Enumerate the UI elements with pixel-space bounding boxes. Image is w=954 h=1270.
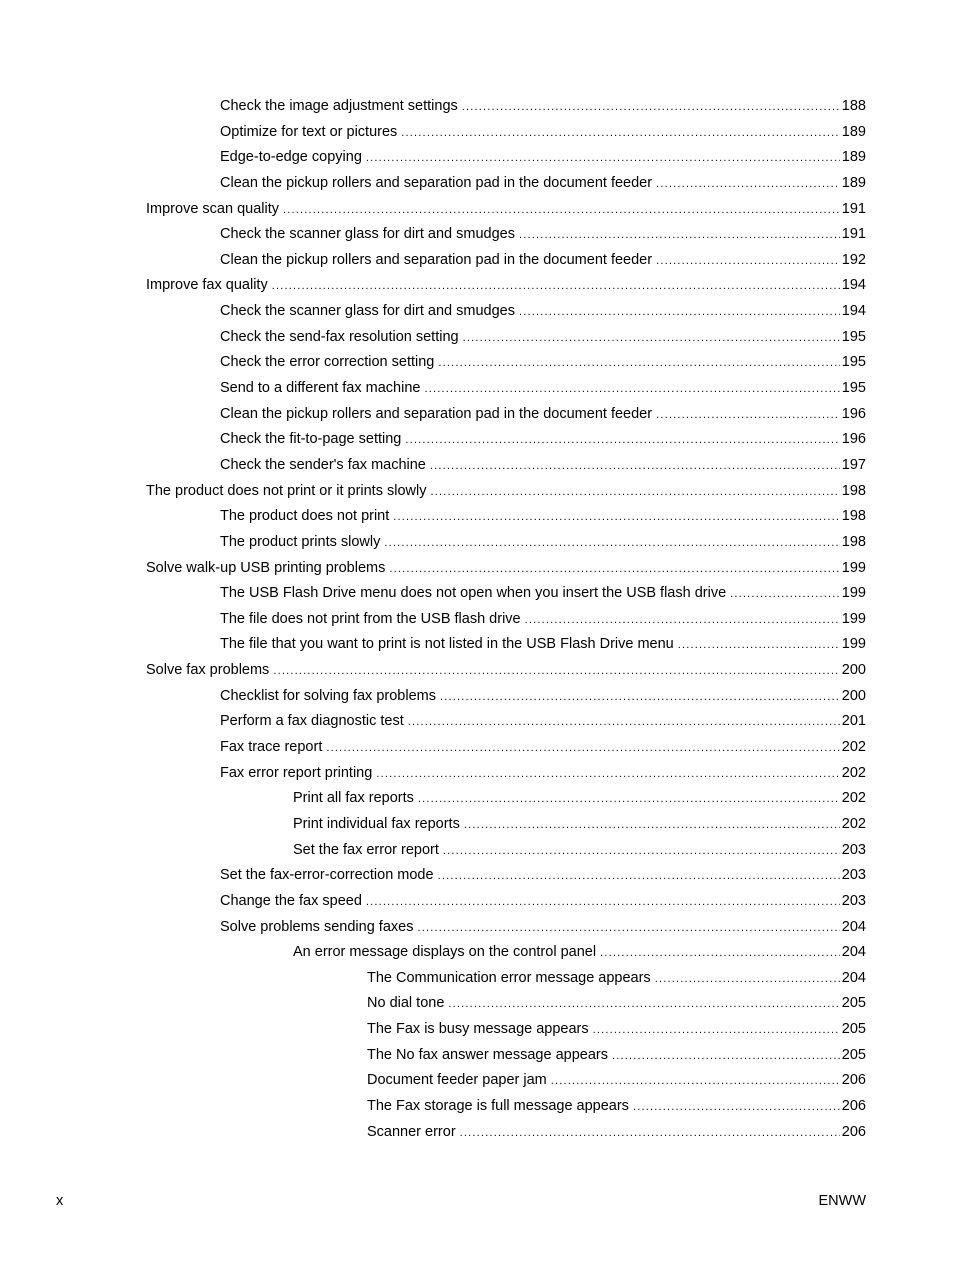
toc-entry-title[interactable]: An error message displays on the control panel — [293, 944, 597, 961]
dot-leader — [440, 685, 840, 711]
toc-entry-page: 206 — [841, 1123, 866, 1140]
toc-entry[interactable] — [0, 940, 954, 966]
dot-leader — [424, 377, 839, 403]
toc-entry-page: 206 — [841, 1072, 866, 1089]
toc-entry-title[interactable]: Solve fax problems — [146, 662, 270, 679]
toc-entry-page: 202 — [841, 739, 866, 756]
dot-leader — [460, 1121, 840, 1147]
toc-entry-page: 195 — [841, 380, 866, 397]
toc-entry[interactable] — [0, 427, 954, 453]
toc-entry-page: 199 — [841, 636, 866, 653]
dot-leader — [430, 480, 839, 506]
toc-entry-page: 200 — [841, 662, 866, 679]
toc-entry-title[interactable]: The file that you want to print is not listed in the USB Flash Drive menu — [220, 636, 674, 653]
toc-entry[interactable] — [0, 556, 954, 582]
toc-entry-title[interactable]: Fax error report printing — [220, 764, 373, 781]
toc-entry[interactable] — [0, 402, 954, 428]
toc-entry[interactable] — [0, 1043, 954, 1069]
dot-leader — [656, 172, 840, 198]
dot-leader — [405, 428, 839, 454]
dot-leader — [326, 736, 839, 762]
toc-entry-page: 199 — [841, 610, 866, 627]
toc-entry-title[interactable]: The USB Flash Drive menu does not open when you insert the USB flash drive — [220, 585, 727, 602]
toc-entry[interactable] — [0, 504, 954, 530]
toc-entry[interactable] — [0, 1094, 954, 1120]
toc-entry[interactable] — [0, 658, 954, 684]
toc-entry-page: 206 — [841, 1097, 866, 1114]
toc-entry-page: 203 — [841, 841, 866, 858]
toc-entry-title[interactable]: Check the send-fax resolution setting — [220, 328, 459, 345]
dot-leader — [389, 557, 839, 583]
toc-entry-page: 197 — [841, 456, 866, 473]
toc-entry-title[interactable]: Improve scan quality — [146, 200, 279, 217]
toc-entry-title[interactable]: The file does not print from the USB flash drive — [220, 610, 521, 627]
toc-entry-title[interactable]: The Communication error message appears — [367, 969, 651, 986]
toc-entry[interactable] — [0, 1120, 954, 1146]
toc-entry-page: 198 — [841, 482, 866, 499]
toc-entry-page: 199 — [841, 585, 866, 602]
toc-entry-title[interactable]: Print individual fax reports — [293, 815, 460, 832]
toc-entry-page: 204 — [841, 969, 866, 986]
dot-leader — [656, 249, 840, 275]
toc-entry-title[interactable]: The product does not print or it prints slowly — [146, 482, 427, 499]
toc-entry-page: 195 — [841, 328, 866, 345]
toc-entry[interactable] — [0, 376, 954, 402]
toc-entry[interactable] — [0, 812, 954, 838]
toc-entry[interactable] — [0, 1068, 954, 1094]
toc-entry-page: 189 — [841, 149, 866, 166]
toc-entry-title[interactable]: Check the scanner glass for dirt and smudges — [220, 226, 515, 243]
dot-leader — [401, 121, 840, 147]
toc-entry-title[interactable]: Scanner error — [367, 1123, 456, 1140]
dot-leader — [272, 274, 840, 300]
toc-entry[interactable] — [0, 889, 954, 915]
toc-entry-title[interactable]: Clean the pickup rollers and separation pad in the document feeder — [220, 251, 653, 268]
toc-entry[interactable] — [0, 632, 954, 658]
toc-entry-page: 188 — [841, 98, 866, 114]
toc-entry-page: 204 — [841, 918, 866, 935]
toc-entry-page: 194 — [841, 277, 866, 294]
dot-leader — [417, 916, 839, 942]
dot-leader — [366, 890, 840, 916]
toc-entry-page: 203 — [841, 867, 866, 884]
dot-leader — [418, 787, 840, 813]
toc-entry-title[interactable]: Improve fax quality — [146, 277, 268, 294]
dot-leader — [448, 992, 839, 1018]
toc-entry-title[interactable]: Send to a different fax machine — [220, 380, 421, 397]
dot-leader — [519, 223, 840, 249]
toc-entry-page: 199 — [841, 559, 866, 576]
dot-leader — [551, 1069, 840, 1095]
dot-leader — [730, 582, 840, 608]
toc-entry-title[interactable]: Solve walk-up USB printing problems — [146, 559, 386, 576]
toc-entry[interactable] — [0, 350, 954, 376]
toc-entry-title[interactable]: No dial tone — [367, 995, 445, 1012]
toc-entry-title[interactable]: Clean the pickup rollers and separation pad in the document feeder — [220, 405, 653, 422]
dot-leader — [462, 95, 840, 121]
toc-entry-title[interactable]: Check the fit-to-page setting — [220, 431, 402, 448]
toc-entry[interactable] — [0, 197, 954, 223]
dot-leader — [393, 505, 840, 531]
toc-entry-page: 196 — [841, 431, 866, 448]
toc-entry-page: 203 — [841, 892, 866, 909]
footer-page-number: x — [56, 1193, 64, 1209]
toc-entry-page: 189 — [841, 174, 866, 191]
toc-entry[interactable] — [0, 248, 954, 274]
toc-entry-title[interactable]: Set the fax-error-correction mode — [220, 867, 434, 884]
toc-entry-page: 189 — [841, 123, 866, 140]
toc-entry-page: 192 — [841, 251, 866, 268]
dot-leader — [678, 633, 840, 659]
toc-entry[interactable] — [0, 761, 954, 787]
dot-leader — [633, 1095, 840, 1121]
toc-entry-title[interactable]: Check the scanner glass for dirt and smudges — [220, 303, 515, 320]
toc-entry[interactable] — [0, 273, 954, 299]
toc-entry[interactable] — [0, 325, 954, 351]
dot-leader — [438, 351, 839, 377]
toc-entry[interactable] — [0, 991, 954, 1017]
toc-entry-page: 205 — [841, 995, 866, 1012]
toc-entry-page: 198 — [841, 508, 866, 525]
dot-leader — [612, 1044, 840, 1070]
dot-leader — [283, 198, 840, 224]
toc-entry-title[interactable]: Clean the pickup rollers and separation pad in the document feeder — [220, 174, 653, 191]
dot-leader — [593, 1018, 840, 1044]
dot-leader — [656, 403, 840, 429]
dot-leader — [438, 864, 840, 890]
toc-entry[interactable] — [0, 453, 954, 479]
toc-entry[interactable] — [0, 171, 954, 197]
toc-entry-page: 205 — [841, 1046, 866, 1063]
toc-entry-page: 196 — [841, 405, 866, 422]
toc-entry-page: 191 — [841, 200, 866, 217]
toc-entry-page: 202 — [841, 764, 866, 781]
toc-entry-title[interactable]: Edge-to-edge copying — [220, 149, 362, 166]
toc-entry-title[interactable]: The No fax answer message appears — [367, 1046, 608, 1063]
toc-entry-title[interactable]: Change the fax speed — [220, 892, 362, 909]
toc-entry[interactable] — [0, 684, 954, 710]
toc-entry[interactable] — [0, 838, 954, 864]
toc-entry-title[interactable]: Print all fax reports — [293, 790, 414, 807]
toc-entry-title[interactable]: Set the fax error report — [293, 841, 439, 858]
toc-entry-title[interactable]: Check the sender's fax machine — [220, 456, 426, 473]
footer-doc-code: ENWW — [818, 1193, 866, 1209]
dot-leader — [464, 813, 840, 839]
toc-entry-title[interactable]: Check the error correction setting — [220, 354, 435, 371]
toc-entry[interactable] — [0, 735, 954, 761]
dot-leader — [519, 300, 840, 326]
dot-leader — [384, 531, 839, 557]
toc-entry-title[interactable]: The product prints slowly — [220, 533, 381, 550]
toc-entry[interactable] — [0, 915, 954, 941]
table-of-contents — [0, 94, 954, 1145]
toc-entry-title[interactable]: Optimize for text or pictures — [220, 123, 398, 140]
toc-entry-title[interactable]: The Fax is busy message appears — [367, 1021, 589, 1038]
toc-entry[interactable] — [0, 581, 954, 607]
dot-leader — [655, 967, 840, 993]
toc-entry-title[interactable]: Fax trace report — [220, 739, 323, 756]
toc-entry[interactable] — [0, 607, 954, 633]
toc-entry-title[interactable]: Check the image adjustment settings — [220, 98, 458, 114]
toc-entry[interactable] — [0, 120, 954, 146]
toc-entry-page: 191 — [841, 226, 866, 243]
toc-entry[interactable] — [0, 530, 954, 556]
toc-entry-page: 202 — [841, 790, 866, 807]
toc-entry[interactable] — [0, 966, 954, 992]
toc-entry-title[interactable]: Checklist for solving fax problems — [220, 687, 436, 704]
toc-entry-title[interactable]: Document feeder paper jam — [367, 1072, 547, 1089]
dot-leader — [463, 326, 840, 352]
dot-leader — [443, 839, 840, 865]
toc-entry[interactable] — [0, 479, 954, 505]
toc-entry-title[interactable]: The product does not print — [220, 508, 390, 525]
dot-leader — [600, 941, 840, 967]
toc-entry[interactable] — [0, 94, 954, 120]
dot-leader — [376, 762, 839, 788]
dot-leader — [525, 608, 840, 634]
toc-entry-page: 195 — [841, 354, 866, 371]
dot-leader — [366, 146, 840, 172]
toc-entry[interactable] — [0, 299, 954, 325]
toc-entry[interactable] — [0, 1017, 954, 1043]
dot-leader — [408, 710, 840, 736]
toc-entry-page: 202 — [841, 815, 866, 832]
toc-entry-page: 205 — [841, 1021, 866, 1038]
toc-entry[interactable] — [0, 145, 954, 171]
toc-entry-title[interactable]: Solve problems sending faxes — [220, 918, 414, 935]
toc-entry[interactable] — [0, 786, 954, 812]
toc-entry[interactable] — [0, 222, 954, 248]
toc-entry-page: 198 — [841, 533, 866, 550]
dot-leader — [273, 659, 839, 685]
toc-entry-title[interactable]: Perform a fax diagnostic test — [220, 713, 404, 730]
toc-entry-page: 200 — [841, 687, 866, 704]
dot-leader — [430, 454, 840, 480]
toc-entry-page: 201 — [841, 713, 866, 730]
toc-entry-title[interactable]: The Fax storage is full message appears — [367, 1097, 629, 1114]
toc-entry[interactable] — [0, 709, 954, 735]
toc-entry[interactable] — [0, 863, 954, 889]
toc-entry-page: 204 — [841, 944, 866, 961]
toc-entry-page: 194 — [841, 303, 866, 320]
